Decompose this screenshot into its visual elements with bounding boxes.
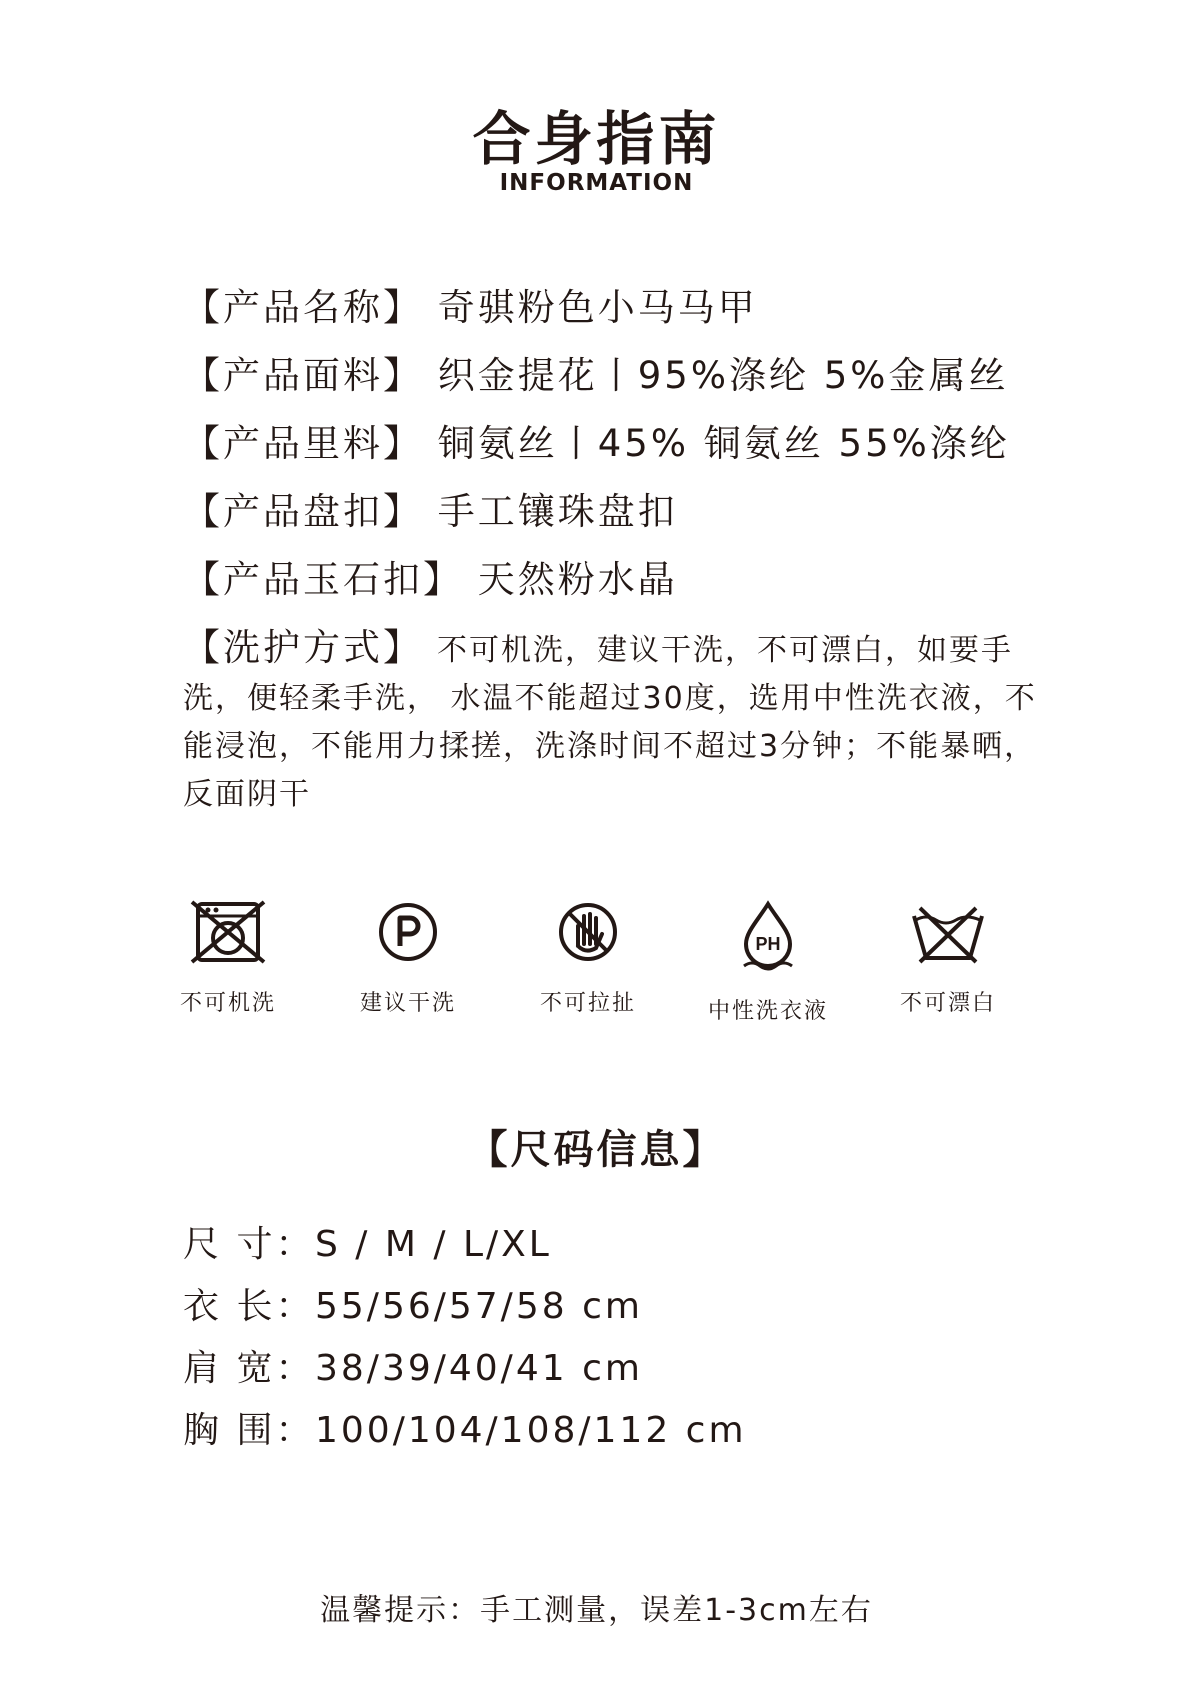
spec-label: 【产品面料】 [183,354,423,397]
spec-row-lining [183,413,1010,467]
spec-value: 手工镶珠盘扣 [437,490,678,533]
size-row-chest [183,1402,747,1453]
spec-row-jade-button [183,549,678,603]
size-row-size [183,1216,552,1267]
care-icon-item [318,900,498,1017]
size-label: 胸 围： [183,1410,315,1451]
spec-row-knot-button [183,481,678,535]
page-subtitle: INFORMATION [499,170,694,196]
care-icon-item [498,900,678,1017]
icon-label: 不可漂白 [899,991,996,1016]
page-title: 合身指南 [472,105,721,173]
spec-value: 奇骐粉色小马马甲 [437,286,758,329]
spec-value: 织金提花丨95%涤纶 5%金属丝 [437,354,1009,397]
svg-text:PH: PH [755,934,781,954]
size-value: 38/39/40/41 cm [315,1348,643,1389]
spec-row-product-name [183,277,758,331]
care-instructions [183,624,1043,819]
spec-label: 【产品玉石扣】 [183,558,463,601]
size-row-shoulder [183,1340,643,1391]
size-label: 肩 宽： [183,1348,315,1389]
size-value: 55/56/57/58 cm [315,1286,643,1327]
size-row-length [183,1278,643,1329]
spec-value: 天然粉水晶 [477,558,678,601]
care-label: 【洗护方式】 [183,626,423,669]
size-value: S / M / L/XL [315,1224,552,1265]
size-value: 100/104/108/112 cm [315,1410,747,1451]
no-pull-icon [556,900,620,964]
icon-label: 不可拉扯 [539,991,636,1016]
icon-label: 不可机洗 [179,991,276,1016]
footer-tip: 温馨提示：手工测量，误差1-3cm左右 [320,1593,873,1628]
spec-row-fabric [183,345,1008,399]
neutral-ph-detergent-icon [736,900,800,972]
spec-label: 【产品盘扣】 [183,490,423,533]
care-text: 不可机洗，建议干洗，不可漂白，如要手洗，便轻柔手洗， 水温不能超过30度，选用中性洗衣液，不能浸泡，不能用力揉搓，洗涤时间不超过3分钟；不能暴晒，反面阴干 [183,633,1037,812]
size-label: 衣 长： [183,1286,315,1327]
care-icon-item [858,900,1038,1017]
spec-label: 【产品里料】 [183,422,423,465]
spec-value: 铜氨丝丨45% 铜氨丝 55%涤纶 [437,422,1010,465]
no-machine-wash-icon [190,900,266,964]
care-icon-item [138,900,318,1017]
icon-label: 建议干洗 [359,991,456,1016]
size-label: 尺 寸： [183,1224,315,1265]
size-info-title: 【尺码信息】 [467,1127,726,1173]
no-bleach-icon [910,900,986,964]
spec-label: 【产品名称】 [183,286,423,329]
dry-clean-p-icon [376,900,440,964]
care-icon-item [678,900,858,1025]
icon-label: 中性洗衣液 [707,999,828,1024]
